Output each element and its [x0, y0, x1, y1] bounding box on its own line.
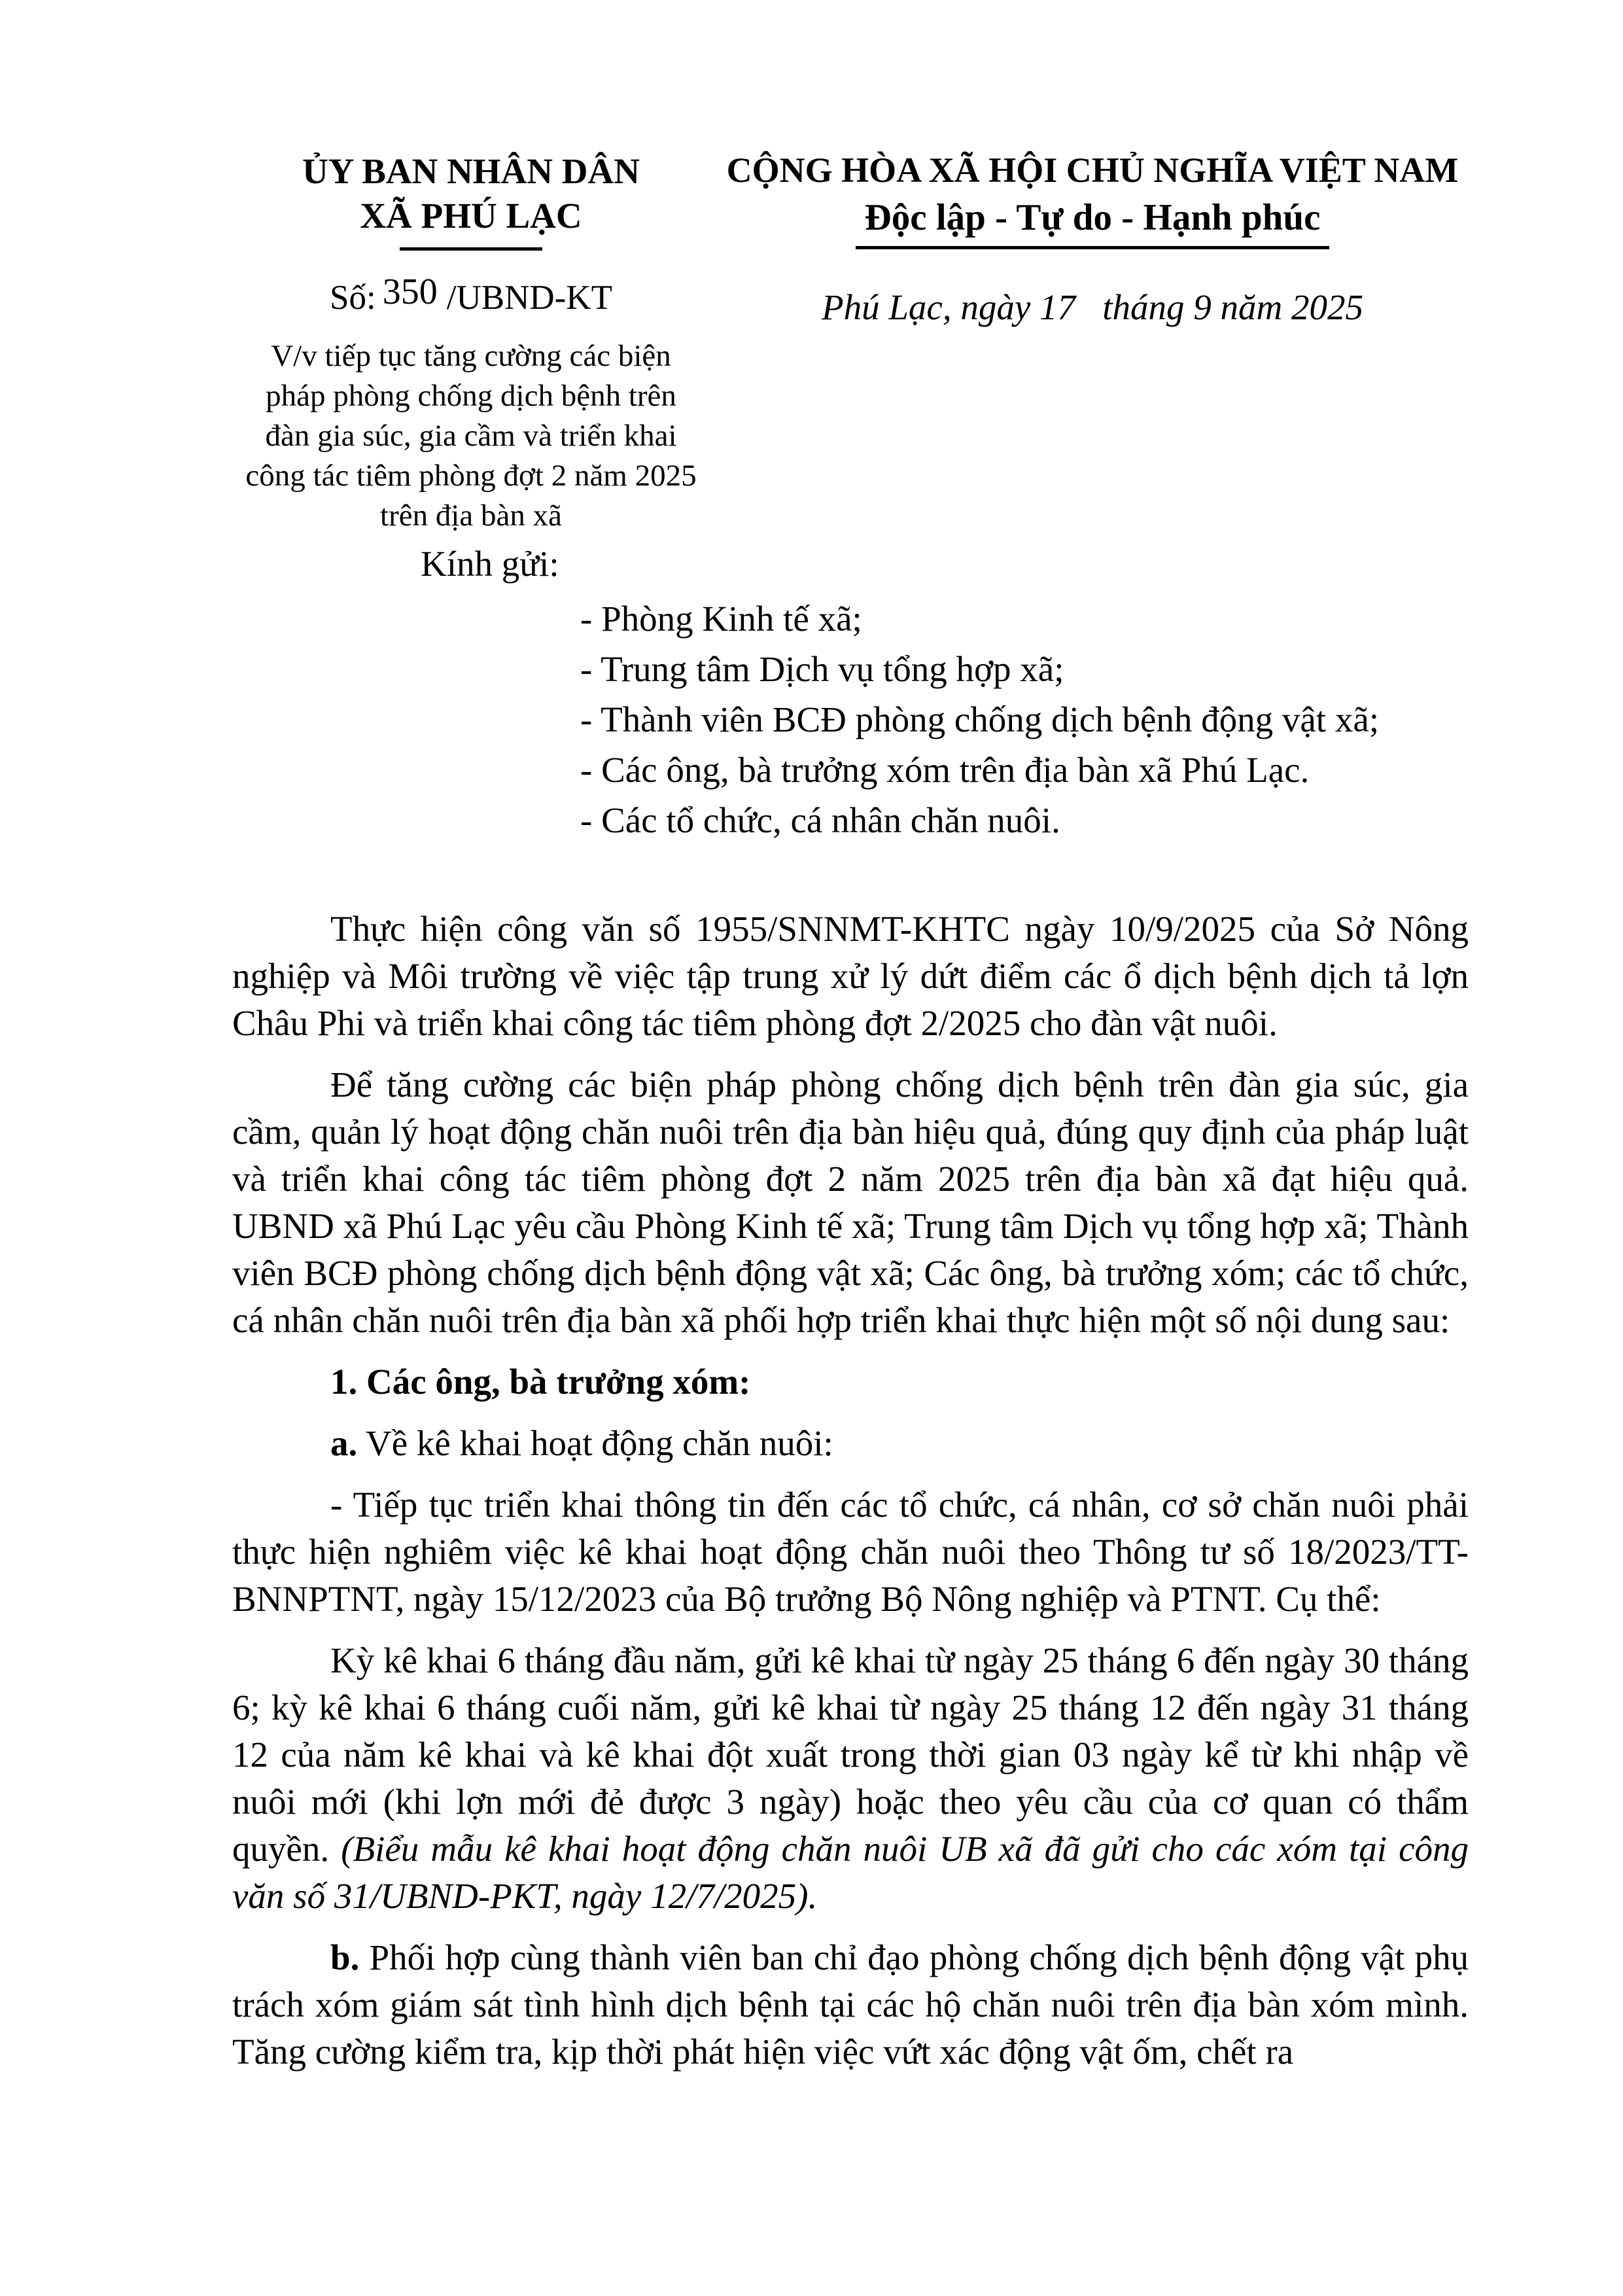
- recipient-item: - Các tổ chức, cá nhân chăn nuôi.: [580, 800, 1060, 840]
- doc-subject: V/v tiếp tục tăng cường các biện pháp phòng chống dịch bệnh trên đàn gia súc, gia cầm và triển khai công tác tiêm phòng đợt 2 năm 2025 trên địa bàn xã: [245, 339, 697, 533]
- motto-divider-line: [856, 246, 1329, 249]
- para-phoi-hop: [232, 1934, 1469, 2075]
- recipient-item: - Các ông, bà trưởng xóm trên địa bàn xã Phú Lạc.: [580, 750, 1310, 790]
- para-ky-ke-khai-normal: Kỳ kê khai 6 tháng đầu năm, gửi kê khai từ ngày 25 tháng 6 đến ngày 30 tháng 6; kỳ kê khai 6 tháng cuối năm, gửi kê khai từ ngày 25 tháng 12 đến ngày 31 tháng 12 của năm kê khai và kê khai đột xuất trong thời gian 03 ngày kể từ khi nhập về nuôi mới (khi lợn mới đẻ được 3 ngày) hoặc theo yêu cầu của cơ quan có thẩm quyền.: [232, 1640, 1469, 1869]
- para-thuc-hien: Thực hiện công văn số 1955/SNNMT-KHTC ngày 10/9/2025 của Sở Nông nghiệp và Môi trường về việc tập trung xử lý dứt điểm các ổ dịch bệnh dịch tả lợn Châu Phi và triển khai công tác tiêm phòng đợt 2/2025 cho đàn vật nuôi.: [232, 909, 1469, 1043]
- recipient-item: - Phòng Kinh tế xã;: [580, 599, 862, 639]
- salutation-label: Kính gửi:: [421, 544, 559, 584]
- section-a-heading: [232, 1420, 1469, 1467]
- para-de-tang-cuong: Để tăng cường các biện pháp phòng chống dịch bệnh trên đàn gia súc, gia cầm, quản lý hoạt động chăn nuôi trên địa bàn hiệu quả, đúng quy định của pháp luật và triển khai công tác tiêm phòng đợt 2 năm 2025 trên địa bàn xã đạt hiệu quả. UBND xã Phú Lạc yêu cầu Phòng Kinh tế xã; Trung tâm Dịch vụ tổng hợp xã; Thành viên BCĐ phòng chống dịch bệnh động vật xã; Các ông, bà trưởng xóm; các tổ chức, cá nhân chăn nuôi trên địa bàn xã phối hợp triển khai thực hiện một số nội dung sau:: [232, 1065, 1469, 1340]
- doc-number-suffix: /UBND-KT: [446, 279, 612, 317]
- section-1-heading: 1. Các ông, bà trưởng xóm:: [330, 1362, 751, 1402]
- para-phoi-hop-label: b.: [330, 1937, 360, 1977]
- national-motto: Độc lập - Tự do - Hạnh phúc: [864, 197, 1321, 238]
- document-body: [232, 906, 1469, 2075]
- place-date: Phú Lạc, ngày 17 tháng 9 năm 2025: [821, 287, 1363, 327]
- salutation-block: [232, 541, 1469, 845]
- doc-number: [232, 272, 710, 318]
- para-phoi-hop-text: Phối hợp cùng thành viên ban chỉ đạo phòng chống dịch bệnh động vật phụ trách xóm giám sát tình hình dịch bệnh tại các hộ chăn nuôi trên địa bàn xóm mình. Tăng cường kiểm tra, kịp thời phát hiện việc vứt xác động vật ốm, chết ra: [232, 1937, 1469, 2072]
- para-ky-ke-khai-italic: (Biểu mẫu kê khai hoạt động chăn nuôi UB xã đã gửi cho các xóm tại công văn số 31/UBND-PKT, ngày 12/7/2025).: [232, 1829, 1469, 1916]
- section-a-title: Về kê khai hoạt động chăn nuôi:: [357, 1423, 833, 1463]
- document-content: [232, 149, 1469, 2075]
- recipient-item: - Trung tâm Dịch vụ tổng hợp xã;: [580, 649, 1064, 689]
- para-tiep-tuc: - Tiếp tục triển khai thông tin đến các tổ chức, cá nhân, cơ sở chăn nuôi phải thực hiện nghiêm việc kê khai hoạt động chăn nuôi theo Thông tư số 18/2023/TT-BNNPTNT, ngày 15/12/2023 của Bộ trưởng Bộ Nông nghiệp và PTNT. Cụ thể:: [232, 1485, 1469, 1619]
- section-a-label: a.: [330, 1423, 358, 1463]
- recipient-item: - Thành viên BCĐ phòng chống dịch bệnh động vật xã;: [580, 699, 1380, 739]
- document-header: [232, 149, 1469, 536]
- header-issuing-org: [232, 149, 710, 536]
- doc-number-value: 350: [382, 272, 438, 312]
- org-name-title: XÃ PHÚ LẠC: [360, 196, 582, 236]
- header-national: [716, 149, 1469, 329]
- national-title: CỘNG HÒA XÃ HỘI CHỦ NGHĨA VIỆT NAM: [726, 150, 1459, 190]
- recipient-list: [580, 593, 1469, 845]
- para-ky-ke-khai: [232, 1637, 1469, 1920]
- org-divider-line: [400, 247, 542, 251]
- org-parent-title: ỦY BAN NHÂN DÂN: [302, 151, 640, 191]
- doc-number-label: Số:: [330, 279, 376, 317]
